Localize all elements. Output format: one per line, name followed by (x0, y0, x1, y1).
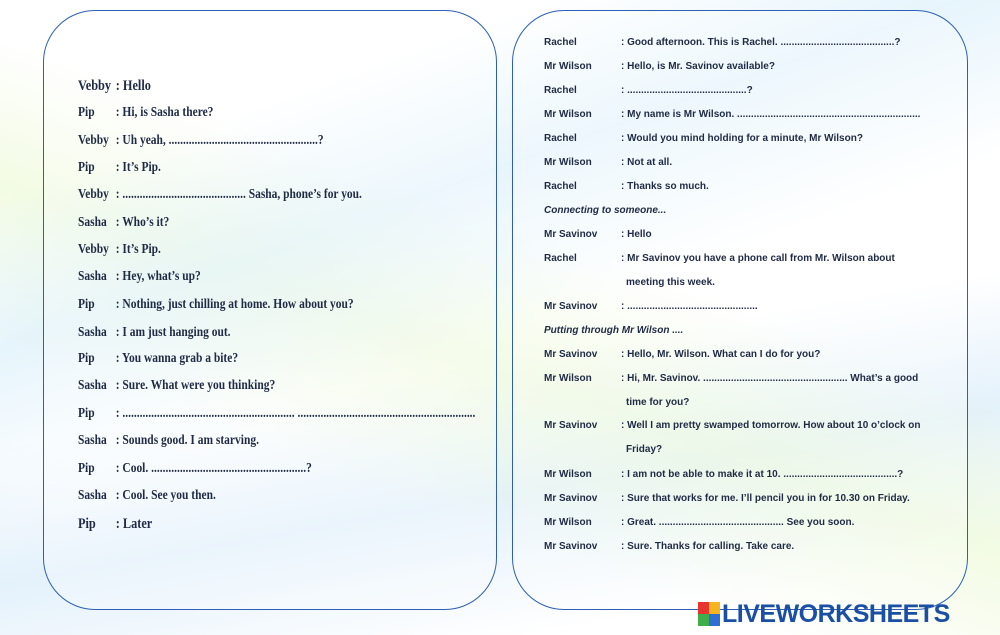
speaker-name: Rachel (544, 133, 577, 144)
right-dialogue-line (544, 61, 775, 72)
speaker-name: Mr Wilson (544, 157, 592, 168)
line-text: : ............................................................ .............................................................. (115, 406, 476, 421)
line-text: : Uh yeah, ....................................................? (115, 133, 324, 148)
left-dialogue-line (78, 378, 275, 398)
right-dialogue-line (544, 157, 672, 168)
line-text: : Would you mind holding for a minute, Mr Wilson? (621, 133, 863, 144)
speaker-name: Mr Savinov (544, 349, 598, 360)
line-text: : Hello (621, 229, 652, 240)
line-text: : Hey, what’s up? (115, 269, 201, 284)
left-dialogue-line (78, 78, 151, 98)
speaker-name: Vebby (78, 78, 112, 94)
line-text: : Cool. See you then. (115, 488, 216, 503)
speaker-name: Sasha (78, 269, 107, 284)
line-text: : Sure that works for me. I’ll pencil you in for 10.30 on Friday. (621, 493, 910, 504)
speaker-name: Mr Savinov (544, 229, 598, 240)
line-text: : It’s Pip. (115, 242, 161, 257)
line-text: : Who’s it? (115, 215, 170, 230)
speaker-name: Sasha (78, 325, 107, 340)
speaker-name: Rachel (544, 181, 577, 192)
line-text: : Cool. ......................................................? (115, 461, 312, 476)
line-text: : Later (115, 516, 153, 532)
speaker-name: Rachel (544, 85, 577, 96)
line-text: : Hi, is Sasha there? (115, 105, 214, 120)
line-continuation: Friday? (626, 444, 663, 455)
line-text: : Hi, Mr. Savinov. .................................................... What’s a good (621, 373, 919, 384)
right-dialogue-line (544, 517, 854, 528)
speaker-name: Sasha (78, 378, 107, 393)
speaker-name: Rachel (544, 37, 577, 48)
right-dialogue-line (544, 469, 903, 480)
speaker-name: Pip (78, 461, 95, 476)
section-heading: Putting through Mr Wilson .... (544, 325, 684, 336)
left-dialogue-line (78, 461, 312, 481)
right-dialogue-line (544, 253, 895, 288)
speaker-name: Mr Wilson (544, 517, 592, 528)
left-dialogue-line (78, 325, 231, 345)
line-text: : ............................................... (621, 301, 758, 312)
left-dialogue-line (78, 160, 161, 180)
speaker-name: Mr Savinov (544, 420, 598, 431)
speaker-name: Vebby (78, 242, 109, 257)
line-text: : Not at all. (621, 157, 673, 168)
section-heading: Connecting to someone... (544, 205, 667, 216)
line-text: : Sure. Thanks for calling. Take care. (621, 541, 795, 552)
speaker-name: Sasha (78, 433, 107, 448)
line-continuation: meeting this week. (626, 277, 715, 288)
left-dialogue-line (78, 187, 362, 207)
right-dialogue-line (544, 85, 753, 96)
left-dialogue-line (78, 351, 238, 371)
right-dialogue-line (544, 541, 794, 552)
logo-mark-icon (698, 602, 720, 626)
right-dialogue-line (544, 109, 920, 120)
speaker-name: Pip (78, 297, 95, 312)
left-dialogue-line (78, 516, 152, 536)
right-dialogue-line (544, 133, 863, 144)
left-dialogue-line (78, 105, 213, 125)
right-dialogue-line (544, 229, 652, 240)
line-text: : Well I am pretty swamped tomorrow. How about 10 o’clock on (621, 420, 921, 431)
speaker-name: Mr Savinov (544, 493, 598, 504)
logo-text: LIVEWORKSHEETS (722, 599, 950, 628)
right-dialogue-line (544, 349, 820, 360)
left-dialogue-line (78, 215, 169, 235)
speaker-name: Mr Savinov (544, 541, 598, 552)
speaker-name: Vebby (78, 133, 109, 148)
left-dialogue-line (78, 269, 201, 289)
speaker-name: Mr Wilson (544, 373, 592, 384)
right-dialogue-line (544, 493, 910, 504)
line-text: : Hello (115, 78, 151, 94)
left-dialogue-line (78, 133, 324, 153)
right-dialogue-line (544, 181, 709, 192)
line-text: : Mr Savinov you have a phone call from Mr. Wilson about (621, 253, 895, 264)
line-text: : Nothing, just chilling at home. How about you? (115, 297, 354, 312)
left-dialogue-line (78, 297, 354, 317)
speaker-name: Sasha (78, 488, 107, 503)
line-text: : ........................................... Sasha, phone’s for you. (115, 187, 362, 202)
line-text: : Hello, is Mr. Savinov available? (621, 61, 775, 72)
speaker-name: Sasha (78, 215, 107, 230)
speaker-name: Pip (78, 516, 96, 532)
left-dialogue-line (78, 488, 216, 508)
speaker-name: Mr Wilson (544, 109, 592, 120)
speaker-name: Rachel (544, 253, 577, 264)
speaker-name: Vebby (78, 187, 109, 202)
left-dialogue-line (78, 433, 259, 453)
line-text: : Great. ............................................. See you soon. (621, 517, 855, 528)
left-dialogue-line (78, 242, 161, 262)
line-text: : Sure. What were you thinking? (115, 378, 276, 393)
right-dialogue-line (544, 420, 921, 455)
line-text: : It’s Pip. (115, 160, 161, 175)
liveworksheets-logo[interactable] (698, 600, 950, 628)
speaker-name: Mr Savinov (544, 301, 598, 312)
right-dialogue-line (544, 301, 758, 312)
right-dialogue-line (544, 37, 900, 48)
line-text: : You wanna grab a bite? (115, 351, 239, 366)
line-text: : Thanks so much. (621, 181, 709, 192)
line-text: : Good afternoon. This is Rachel. .........................................? (621, 37, 901, 48)
speaker-name: Mr Wilson (544, 469, 592, 480)
left-dialogue-line (78, 406, 475, 426)
speaker-name: Pip (78, 160, 95, 175)
line-text: : I am just hanging out. (115, 325, 231, 340)
speaker-name: Pip (78, 105, 95, 120)
line-continuation: time for you? (626, 397, 690, 408)
speaker-name: Mr Wilson (544, 61, 592, 72)
line-text: : I am not be able to make it at 10. .........................................? (621, 469, 904, 480)
right-dialogue-line (544, 373, 919, 408)
line-text: : My name is Mr Wilson. .................................................................. (621, 109, 921, 120)
speaker-name: Pip (78, 351, 95, 366)
line-text: : Hello, Mr. Wilson. What can I do for you? (621, 349, 821, 360)
line-text: : ...........................................? (621, 85, 753, 96)
speaker-name: Pip (78, 406, 95, 421)
line-text: : Sounds good. I am starving. (115, 433, 259, 448)
